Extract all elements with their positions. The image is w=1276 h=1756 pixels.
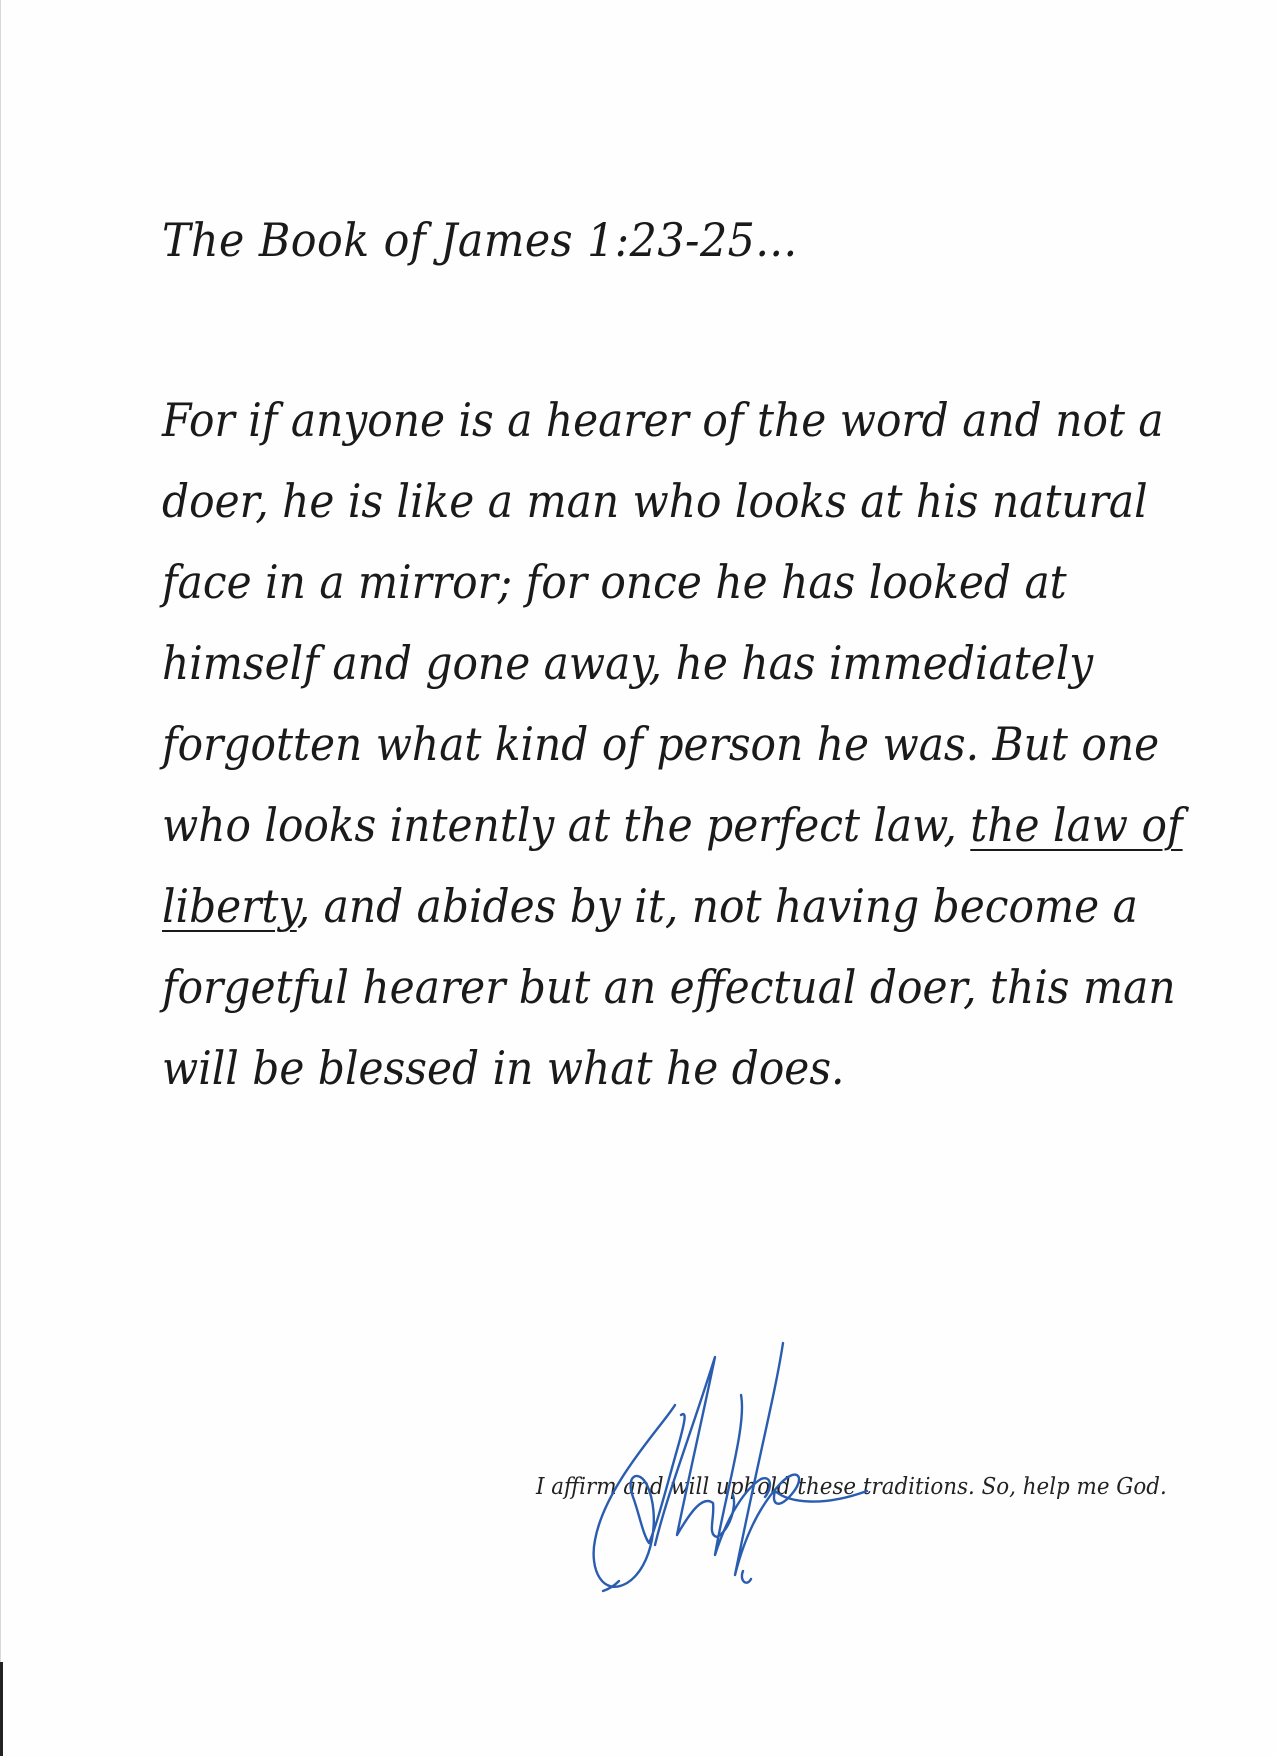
verse-line [162,947,1176,1028]
verse-line [162,704,1160,785]
verse-line [162,380,1164,461]
signature-stroke [735,1343,867,1575]
affirmation-text: I affirm and will uphold these traditions. So, help me God. [536,1474,1167,1500]
verse-segment: , and abides by it, not having become a [296,879,1138,933]
verse-segment: who looks intently at the perfect law, [162,798,971,852]
verse-line [162,866,1138,947]
verse-segment: will be blessed in what he does. [162,1041,845,1095]
verse-segment: himself and gone away, he has immediately [162,636,1094,690]
verse-segment: forgetful hearer but an effectual doer, this man [162,960,1176,1014]
verse-line [162,542,1073,623]
scan-mark [0,1662,3,1756]
document-title: The Book of James 1:23-25... [162,213,798,267]
scan-edge [0,0,1,1756]
verse-line [162,623,1094,704]
underlined-phrase: liberty [162,879,297,933]
verse-segment: For if anyone is a hearer of the word and not a [162,393,1164,447]
underlined-phrase: the law of [970,798,1183,852]
verse-line [162,785,1183,866]
verse-text [162,380,1183,1109]
signature-stroke [715,1395,770,1555]
verse-line [162,1028,1073,1109]
signature-stroke [594,1405,685,1587]
verse-segment: face in a mirror; for once he has looked at [162,555,1067,609]
signature-stroke [742,1571,751,1583]
verse-segment: doer, he is like a man who looks at his natural [162,474,1148,528]
handwritten-signature [575,1335,875,1605]
verse-line [162,461,1148,542]
verse-segment: forgotten what kind of person he was. But one [162,717,1160,771]
